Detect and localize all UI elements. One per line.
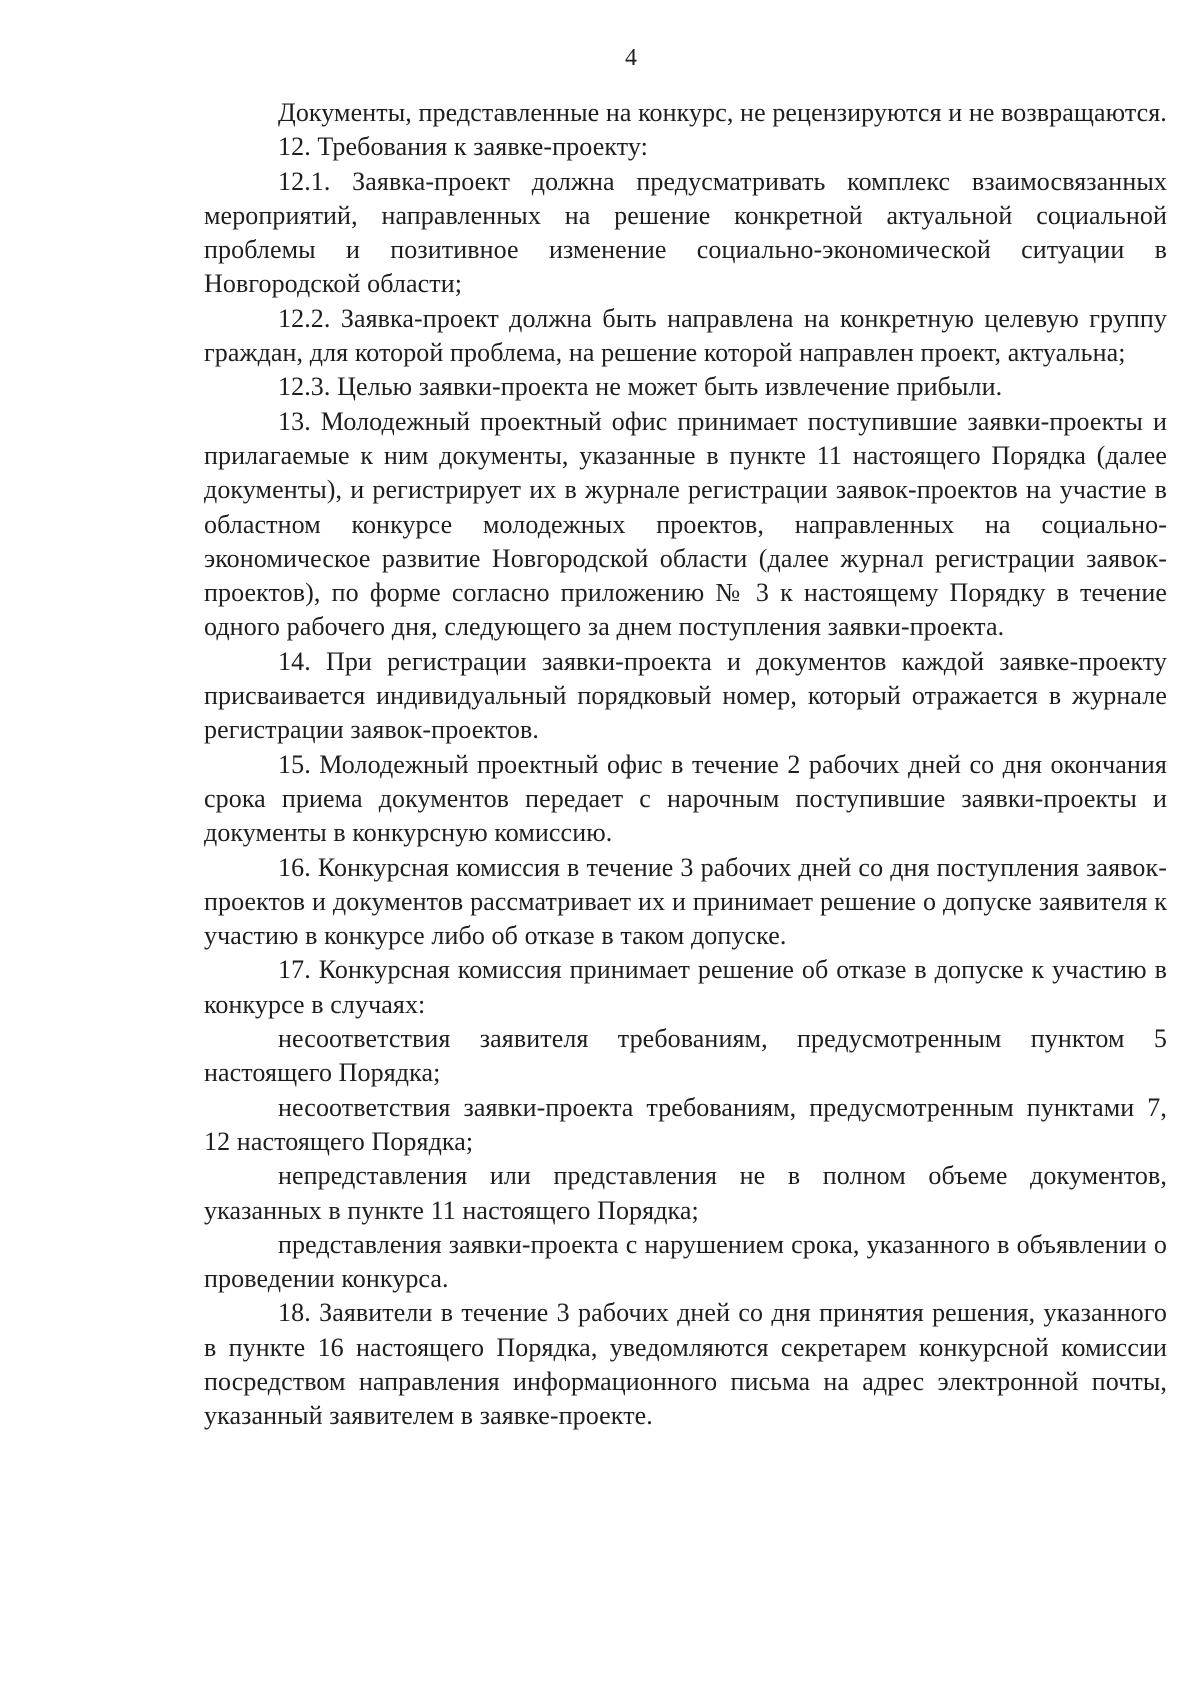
paragraph-12-2: 12.2. Заявка-проект должна быть направлена на конкретную целевую группу граждан, для которой проблема, на решение которой направлен проект, актуальна; [204,303,1167,368]
paragraph-12-requirements-heading: 12. Требования к заявке-проекту: [278,132,648,162]
document-body [204,96,1167,1434]
paragraph-14: 14. При регистрации заявки-проекта и документов каждой заявке-проекту присваивается индивидуальный порядковый номер, который отражается в журнале регистрации заявок-проектов. [204,646,1167,745]
paragraph-12-3: 12.3. Целью заявки-проекта не может быть извлечение прибыли. [278,372,1003,402]
paragraph-17: 17. Конкурсная комиссия принимает решение об отказе в допуске к участию в конкурсе в случаях: [204,955,1167,1019]
paragraph-15: 15. Молодежный проектный офис в течение 2 рабочих дней со дня окончания срока приема документов передает с нарочным поступившие заявки-проекты и документы в конкурсную комиссию. [204,749,1167,848]
paragraph-17-case-applicant: несоответствия заявителя требованиям, предусмотренным пунктом 5 настоящего Порядка; [204,1024,1167,1088]
paragraph-documents-not-returned: Документы, представленные на конкурс, не рецензируются и не возвращаются. [278,98,1167,127]
page-number: 4 [625,45,637,71]
paragraph-17-case-deadline: представления заявки-проекта с нарушением срока, указанного в объявлении о проведении конкурса. [204,1229,1167,1294]
paragraph-18: 18. Заявители в течение 3 рабочих дней со дня принятия решения, указанного в пункте 16 настоящего Порядка, уведомляются секретарем конкурсной комиссии посредством направления информационного письма на адрес электронной почты, указанный заявителем в заявке-проекте. [204,1298,1167,1431]
paragraph-12-1: 12.1. Заявка-проект должна предусматривать комплекс взаимосвязанных мероприятий, направленных на решение конкретной актуальной социальной проблемы и позитивное изменение социально-экономической ситуации в Новгородской области; [204,166,1167,299]
paragraph-13: 13. Молодежный проектный офис принимает поступившие заявки-проекты и прилагаемые к ним документы, указанные в пункте 11 настоящего Порядка (далее документы), и регистрирует их в журнале регистрации заявок-проектов на участие в областном конкурсе молодежных проектов, направленных на социально-экономическое развитие Новгородской области (далее журнал регистрации заявок-проектов), по форме согласно приложению № 3 к настоящему Порядку в течение одного рабочего дня, следующего за днем поступления заявки-проекта. [204,406,1167,642]
paragraph-17-case-documents: непредставления или представления не в полном объеме документов, указанных в пункте 11 настоящего Порядка; [204,1161,1167,1225]
paragraph-17-case-application: несоответствия заявки-проекта требованиям, предусмотренным пунктами 7, 12 настоящего Порядка; [204,1092,1167,1156]
paragraph-16: 16. Конкурсная комиссия в течение 3 рабочих дней со дня поступления заявок-проектов и документов рассматривает их и принимает решение о допуске заявителя к участию в конкурсе либо об отказе в таком допуске. [204,852,1167,951]
